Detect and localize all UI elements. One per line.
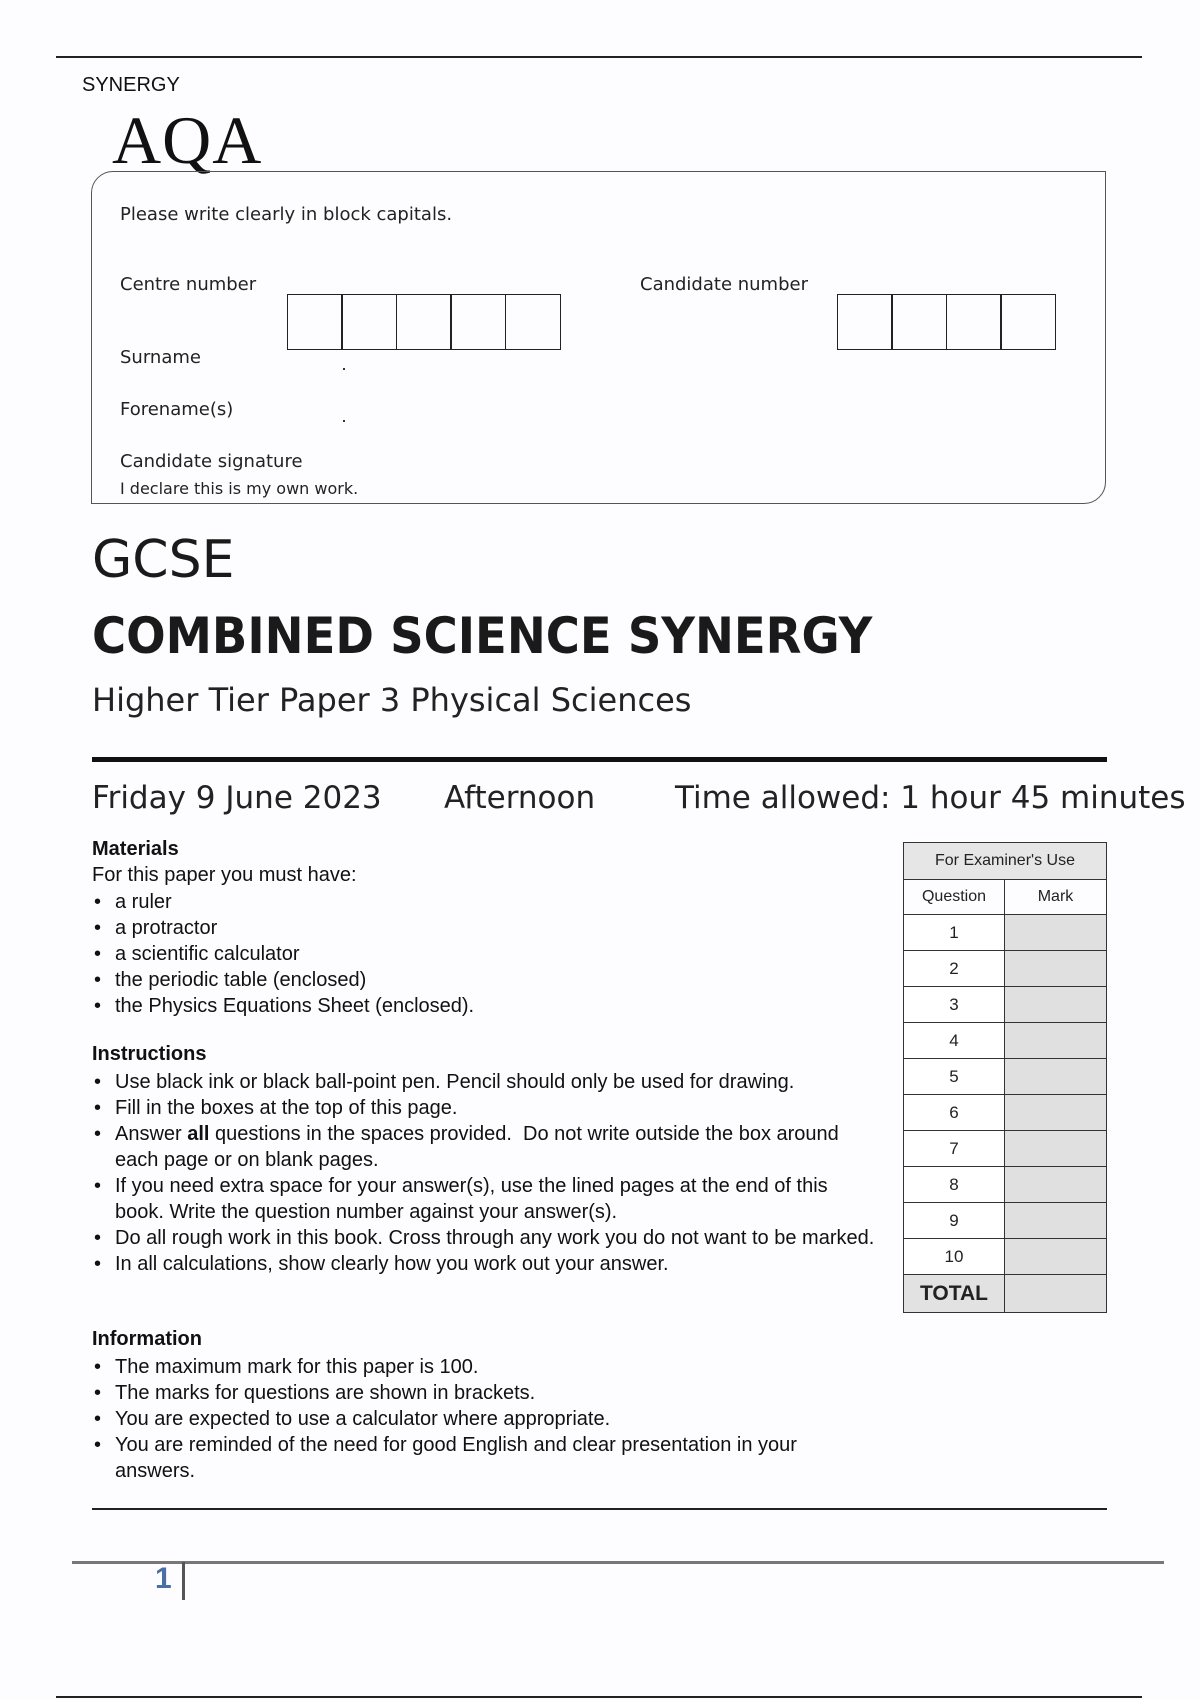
examiner-use-table xyxy=(903,842,1107,1313)
centre-number-box[interactable] xyxy=(450,294,506,350)
page-number: 1 xyxy=(155,1562,172,1595)
candidate-number-box[interactable] xyxy=(891,294,947,350)
list-item: • If you need extra space for your answer(s), use the lined pages at the end of this book. Write the question number against your answer(s). xyxy=(92,1173,882,1225)
paper-title: Higher Tier Paper 3 Physical Sciences xyxy=(92,681,692,719)
question-number-cell: 10 xyxy=(904,1239,1005,1275)
list-item xyxy=(92,1121,882,1173)
candidate-number-box[interactable] xyxy=(1000,294,1056,350)
materials-heading: Materials xyxy=(92,838,179,860)
block-capitals-instruction: Please write clearly in block capitals. xyxy=(120,204,453,225)
mark-cell xyxy=(1005,1239,1107,1275)
centre-number-box[interactable] xyxy=(396,294,452,350)
table-row xyxy=(904,1059,1107,1095)
list-item: • You are reminded of the need for good English and clear presentation in your answers. xyxy=(92,1432,852,1484)
footer-rule xyxy=(72,1561,1164,1564)
candidate-number-boxes[interactable] xyxy=(838,294,1056,350)
centre-number-label: Centre number xyxy=(120,274,257,295)
qualification-title: GCSE xyxy=(92,530,235,590)
table-row xyxy=(904,1131,1107,1167)
centre-number-box[interactable] xyxy=(341,294,397,350)
question-number-cell: 3 xyxy=(904,987,1005,1023)
question-number-cell: 4 xyxy=(904,1023,1005,1059)
spec-tag: SYNERGY xyxy=(82,74,180,96)
information-heading: Information xyxy=(92,1328,202,1350)
candidate-details-box xyxy=(91,171,1106,504)
list-item: • Use black ink or black ball-point pen. Pencil should only be used for drawing. xyxy=(92,1069,882,1095)
mark-column-header: Mark xyxy=(1005,880,1107,915)
table-row xyxy=(904,1239,1107,1275)
table-row xyxy=(904,1167,1107,1203)
instructions-heading: Instructions xyxy=(92,1043,207,1065)
forenames-label: Forename(s) xyxy=(120,399,234,420)
list-item: • a ruler xyxy=(92,889,892,915)
mark-cell xyxy=(1005,951,1107,987)
table-row xyxy=(904,951,1107,987)
question-column-header: Question xyxy=(904,880,1005,915)
time-allowed: Time allowed: 1 hour 45 minutes xyxy=(675,780,1186,816)
mark-cell xyxy=(1005,1167,1107,1203)
question-number-cell: 5 xyxy=(904,1059,1005,1095)
list-item: • The maximum mark for this paper is 100. xyxy=(92,1354,852,1380)
materials-list xyxy=(92,889,892,1019)
aqa-logo: AQA xyxy=(112,102,263,178)
candidate-number-box[interactable] xyxy=(837,294,893,350)
list-item: • In all calculations, show clearly how you work out your answer. xyxy=(92,1251,882,1277)
list-item: • the Physics Equations Sheet (enclosed). xyxy=(92,993,892,1019)
mark-cell xyxy=(1005,1131,1107,1167)
list-item: • The marks for questions are shown in brackets. xyxy=(92,1380,852,1406)
question-number-cell: 7 xyxy=(904,1131,1005,1167)
list-item: • Fill in the boxes at the top of this page. xyxy=(92,1095,882,1121)
declaration-text: I declare this is my own work. xyxy=(120,479,359,498)
information-list xyxy=(92,1354,852,1484)
examiner-table-title: For Examiner's Use xyxy=(904,843,1107,880)
table-row xyxy=(904,987,1107,1023)
list-item: • the periodic table (enclosed) xyxy=(92,967,892,993)
title-rule xyxy=(92,757,1107,762)
candidate-number-box[interactable] xyxy=(946,294,1002,350)
mark-cell xyxy=(1005,1059,1107,1095)
total-label: TOTAL xyxy=(904,1275,1005,1313)
bottom-rule xyxy=(56,1696,1142,1698)
exam-date: Friday 9 June 2023 xyxy=(92,780,382,816)
list-item-text: Answer all questions in the spaces provided. Do not write outside the box around each page or on blank pages. xyxy=(115,1123,839,1171)
content-bottom-rule xyxy=(92,1508,1107,1510)
question-number-cell: 1 xyxy=(904,915,1005,951)
signature-label: Candidate signature xyxy=(120,451,303,472)
question-number-cell: 2 xyxy=(904,951,1005,987)
subject-title: COMBINED SCIENCE SYNERGY xyxy=(92,607,873,665)
surname-field[interactable] xyxy=(343,368,345,370)
list-item: • You are expected to use a calculator where appropriate. xyxy=(92,1406,852,1432)
instructions-list xyxy=(92,1069,882,1277)
list-item: • Do all rough work in this book. Cross through any work you do not want to be marked. xyxy=(92,1225,882,1251)
table-row xyxy=(904,915,1107,951)
mark-cell xyxy=(1005,987,1107,1023)
page-number-divider xyxy=(182,1562,185,1600)
list-item: • a scientific calculator xyxy=(92,941,892,967)
mark-cell xyxy=(1005,915,1107,951)
surname-label: Surname xyxy=(120,347,201,368)
materials-intro: For this paper you must have: xyxy=(92,864,357,886)
exam-session: Afternoon xyxy=(444,780,596,816)
candidate-number-label: Candidate number xyxy=(640,274,808,295)
centre-number-boxes[interactable] xyxy=(288,294,561,350)
total-mark-cell xyxy=(1005,1275,1107,1313)
question-number-cell: 9 xyxy=(904,1203,1005,1239)
mark-cell xyxy=(1005,1095,1107,1131)
top-rule xyxy=(56,56,1142,58)
centre-number-box[interactable] xyxy=(287,294,343,350)
table-row xyxy=(904,1203,1107,1239)
table-row xyxy=(904,1095,1107,1131)
table-row xyxy=(904,1023,1107,1059)
question-number-cell: 6 xyxy=(904,1095,1005,1131)
question-number-cell: 8 xyxy=(904,1167,1005,1203)
mark-cell xyxy=(1005,1203,1107,1239)
centre-number-box[interactable] xyxy=(505,294,561,350)
mark-cell xyxy=(1005,1023,1107,1059)
forenames-field[interactable] xyxy=(343,420,345,422)
list-item: • a protractor xyxy=(92,915,892,941)
